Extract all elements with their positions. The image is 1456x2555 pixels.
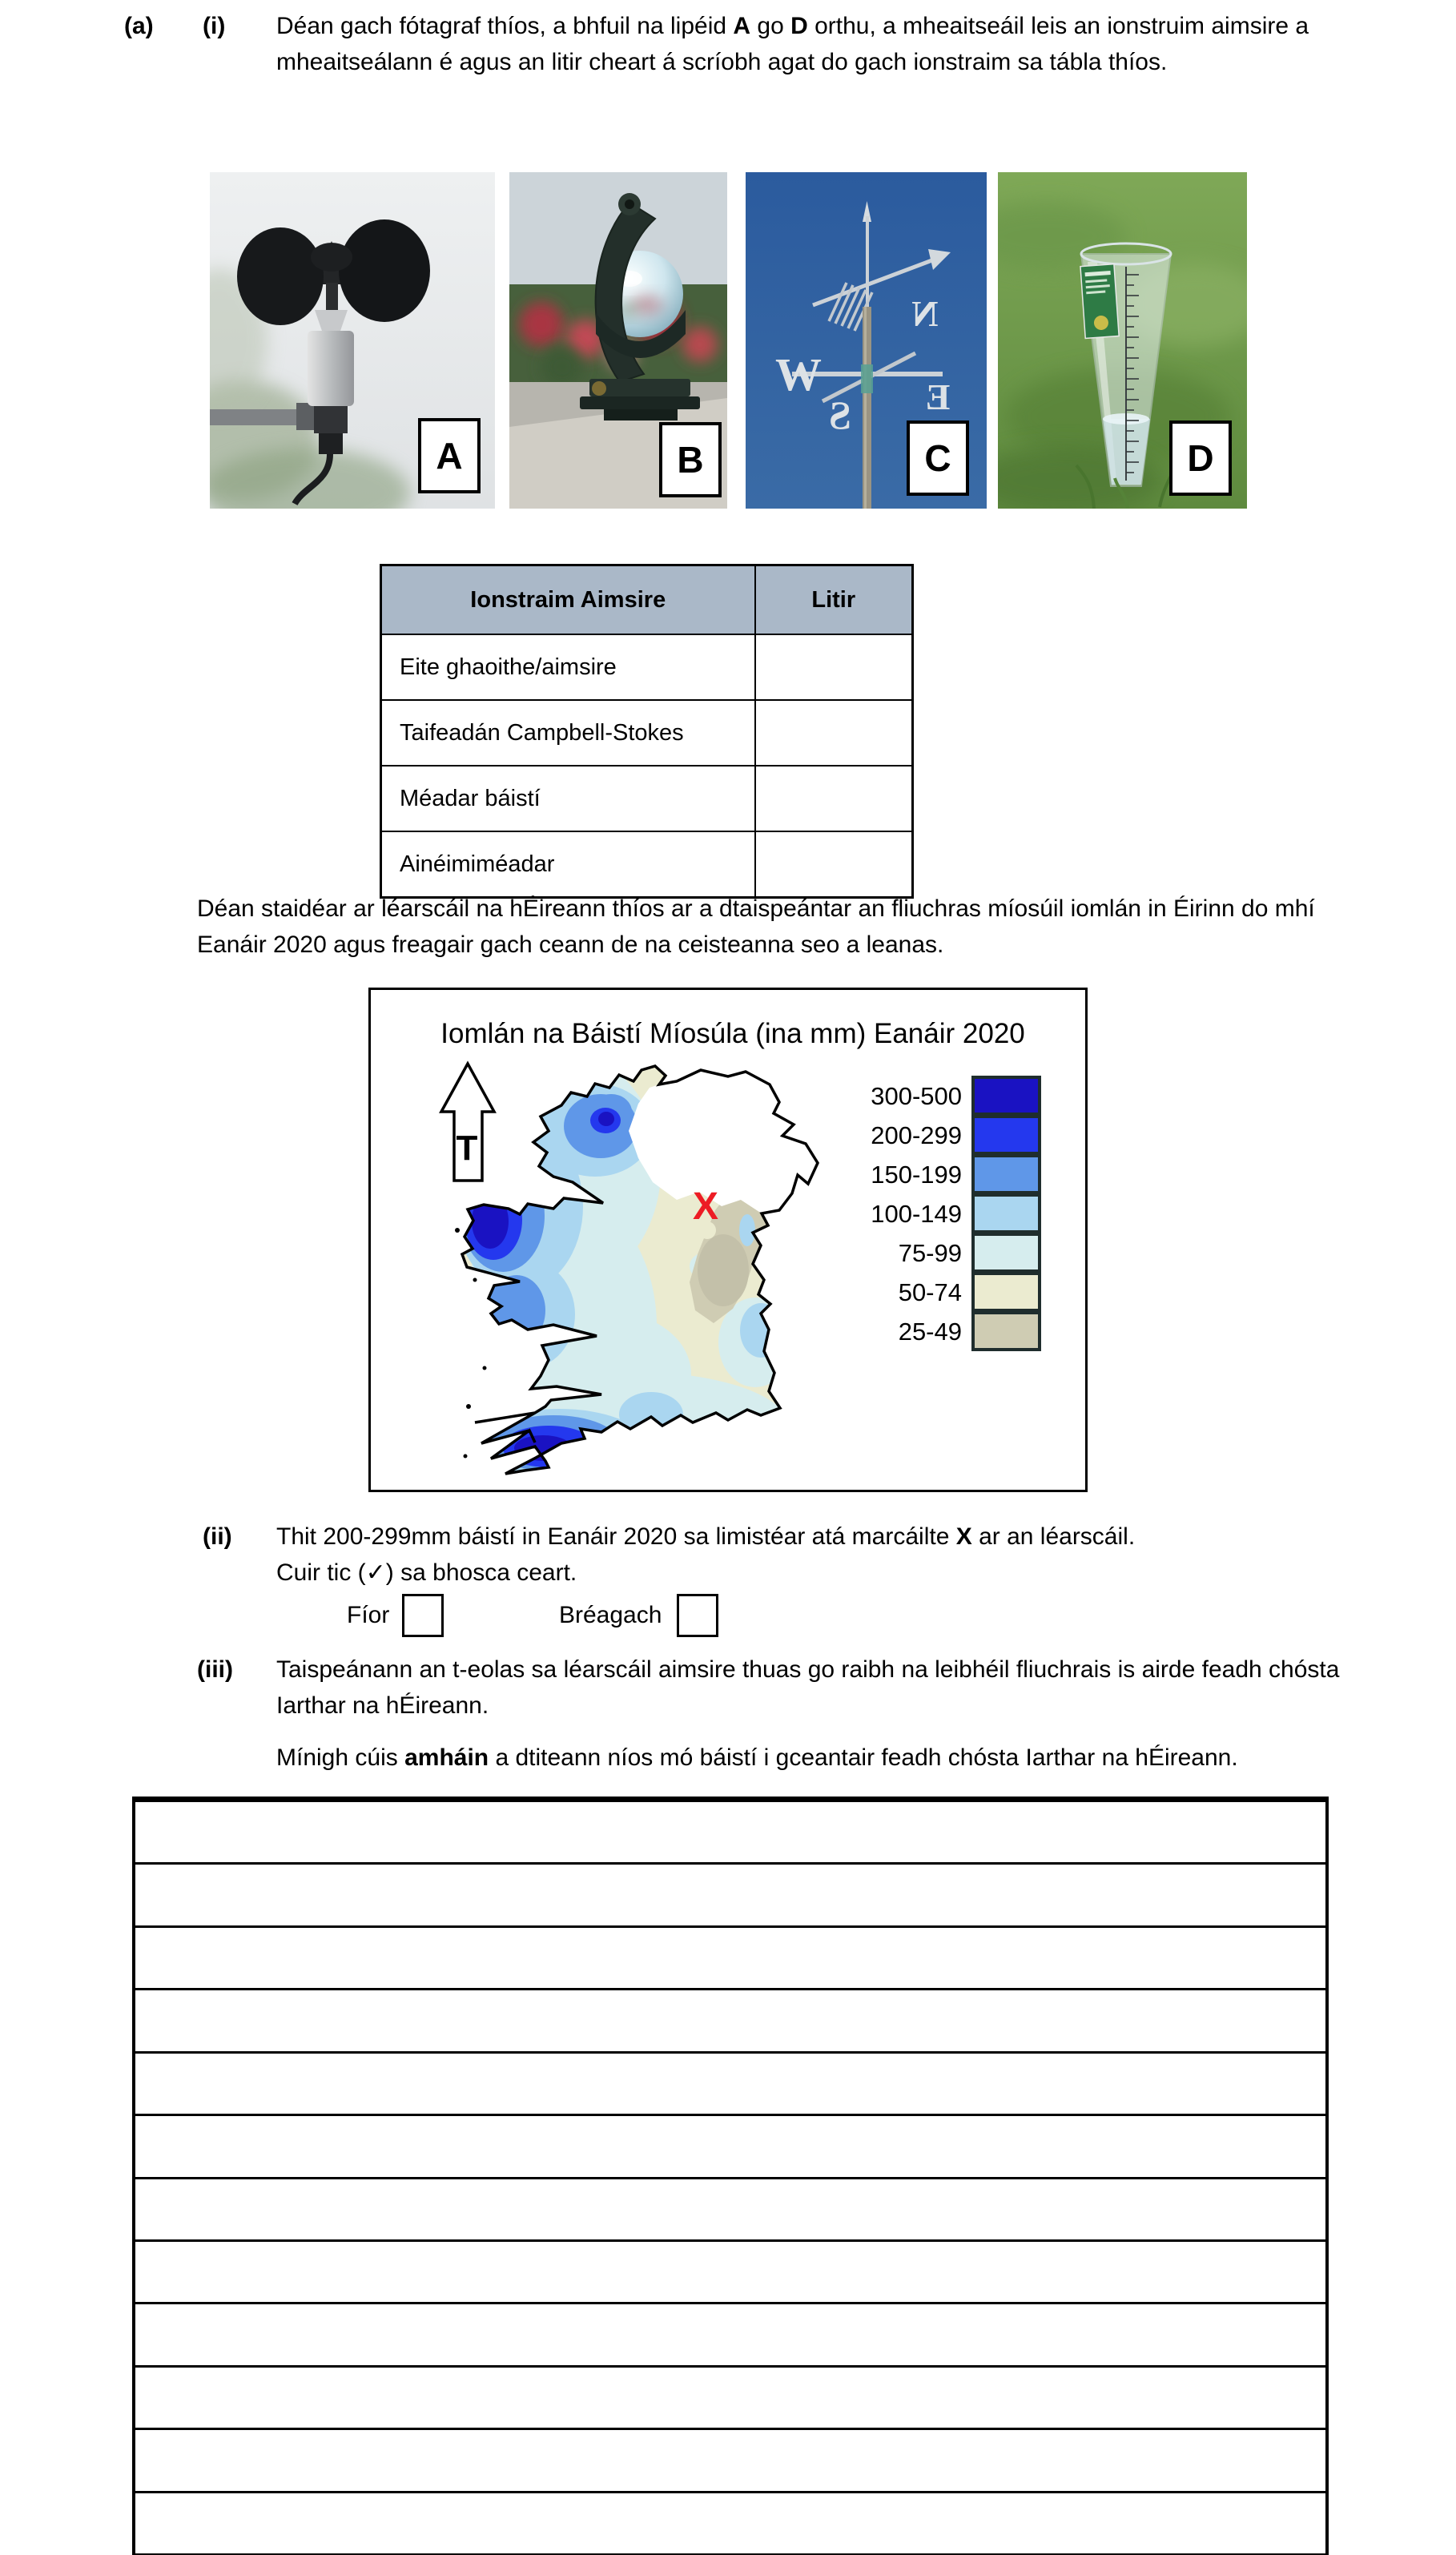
legend-label: 200-299 (871, 1121, 962, 1149)
question-i-seg1: Déan gach fótagraf thíos, a bhfuil na lipéid (276, 13, 734, 39)
svg-text:W: W (775, 348, 822, 400)
north-label: T (456, 1129, 478, 1168)
map-intro-text: Déan staidéar ar léarscáil na hÉireann thíos ar a dtaispeántar an fliuchras míosúil iomlán in Éirinn do mhí Eanáir 2020 agus freagair gach ceann de na ceisteanna seo a leanas. (197, 895, 1315, 958)
question-iii-prompt (276, 1740, 1341, 1776)
legend-label: 100-149 (871, 1200, 962, 1228)
svg-text:S: S (829, 392, 851, 437)
question-iii-bold: amháin (404, 1744, 489, 1771)
ireland-rainfall-map (371, 990, 1080, 1485)
question-ii-line2: Cuir tic (✓) sa bhosca ceart. (276, 1559, 577, 1586)
question-ii-bold-x: X (955, 1523, 972, 1550)
legend-swatch (973, 1273, 1040, 1310)
question-ii-label: (ii) (203, 1523, 232, 1550)
map-legend (871, 1077, 1040, 1350)
question-ii-seg2: ar an léarscáil. (971, 1523, 1136, 1550)
question-i-bold-d: D (790, 13, 808, 39)
question-iii-label: (iii) (197, 1656, 233, 1683)
answer-line[interactable] (135, 1990, 1325, 2053)
false-checkbox[interactable] (677, 1594, 718, 1637)
answer-line[interactable] (135, 1865, 1325, 1927)
answer-line[interactable] (135, 1802, 1325, 1865)
question-iii-seg1: Mínigh cúis (276, 1744, 405, 1771)
legend-swatch (973, 1234, 1040, 1271)
question-i-text (276, 8, 1335, 80)
table-row (381, 634, 913, 700)
letter-answer-cell[interactable] (755, 766, 913, 831)
question-ii-seg1: Thit 200-299mm báistí in Eanáir 2020 sa limistéar atá marcáilte (276, 1523, 956, 1550)
answer-line[interactable] (135, 2116, 1325, 2179)
legend-swatch (973, 1313, 1040, 1350)
legend-swatch (973, 1117, 1040, 1153)
question-iii-text: Taispeánann an t-eolas sa léarscáil aimsire thuas go raibh na leibhéil fliuchrais is airde feadh chósta Iarthar na hÉireann. (276, 1656, 1340, 1719)
table-row (381, 700, 913, 766)
letter-answer-cell[interactable] (755, 700, 913, 766)
table-row (381, 831, 913, 898)
legend-label: 150-199 (871, 1161, 962, 1189)
legend-label: 75-99 (898, 1239, 962, 1267)
photo-label-a (418, 418, 481, 493)
x-marker: X (692, 1185, 719, 1228)
instrument-table (380, 564, 914, 899)
north-arrow-icon (441, 1064, 494, 1181)
answer-line[interactable] (135, 2430, 1325, 2493)
photo-letter-a: A (436, 435, 463, 477)
true-checkbox[interactable] (402, 1594, 444, 1637)
svg-text:E: E (925, 376, 951, 417)
question-ii-text (276, 1519, 1335, 1591)
photo-letter-d: D (1187, 437, 1214, 479)
answer-line[interactable] (135, 2054, 1325, 2116)
answer-area (132, 1797, 1329, 2555)
letter-answer-cell[interactable] (755, 831, 913, 898)
rainfall-map (368, 988, 1088, 1492)
legend-swatch (973, 1195, 1040, 1232)
legend-label: 50-74 (898, 1278, 962, 1306)
true-label: Fíor (347, 1602, 390, 1628)
answer-line[interactable] (135, 2304, 1325, 2367)
instrument-name: Méadar báistí (381, 766, 755, 831)
photo-label-c (907, 420, 969, 496)
question-iii-seg2: a dtiteann níos mó báistí i gceantair feadh chósta Iarthar na hÉireann. (489, 1744, 1238, 1771)
map-title: Iomlán na Báistí Míosúla (ina mm) Eanáir 2020 (440, 1018, 1025, 1049)
letter-column-header: Litir (755, 565, 913, 635)
answer-line[interactable] (135, 2179, 1325, 2242)
photo-letter-b: B (677, 439, 704, 481)
answer-line[interactable] (135, 2493, 1325, 2553)
instrument-column-header: Ionstraim Aimsire (381, 565, 755, 635)
question-i-bold-a: A (733, 13, 751, 39)
legend-swatch (973, 1077, 1040, 1114)
question-sub-label: (i) (203, 13, 226, 39)
legend-label: 300-500 (871, 1082, 962, 1110)
instrument-name: Eite ghaoithe/aimsire (381, 634, 755, 700)
instrument-name: Taifeadán Campbell-Stokes (381, 700, 755, 766)
photo-letter-c: C (924, 437, 951, 479)
question-i-seg2: go (750, 13, 791, 39)
table-row (381, 766, 913, 831)
answer-line[interactable] (135, 1928, 1325, 1990)
instrument-name: Ainéimiméadar (381, 831, 755, 898)
answer-line[interactable] (135, 2242, 1325, 2304)
legend-swatch (973, 1156, 1040, 1193)
legend-label: 25-49 (898, 1318, 962, 1346)
question-i-seg3: orthu, a mheaitseáil leis an ionstruim aimsire a mheaitseálann é agus an litir cheart á scríobh agat do gach ionstraim sa tábla thíos. (276, 13, 1309, 75)
photo-label-d (1169, 420, 1232, 496)
instrument-table-header-row (381, 565, 913, 635)
answer-line[interactable] (135, 2368, 1325, 2430)
letter-answer-cell[interactable] (755, 634, 913, 700)
svg-text:N: N (911, 293, 939, 334)
question-part-label: (a) (124, 13, 154, 39)
photo-label-b (659, 422, 722, 497)
false-label: Bréagach (559, 1602, 662, 1628)
